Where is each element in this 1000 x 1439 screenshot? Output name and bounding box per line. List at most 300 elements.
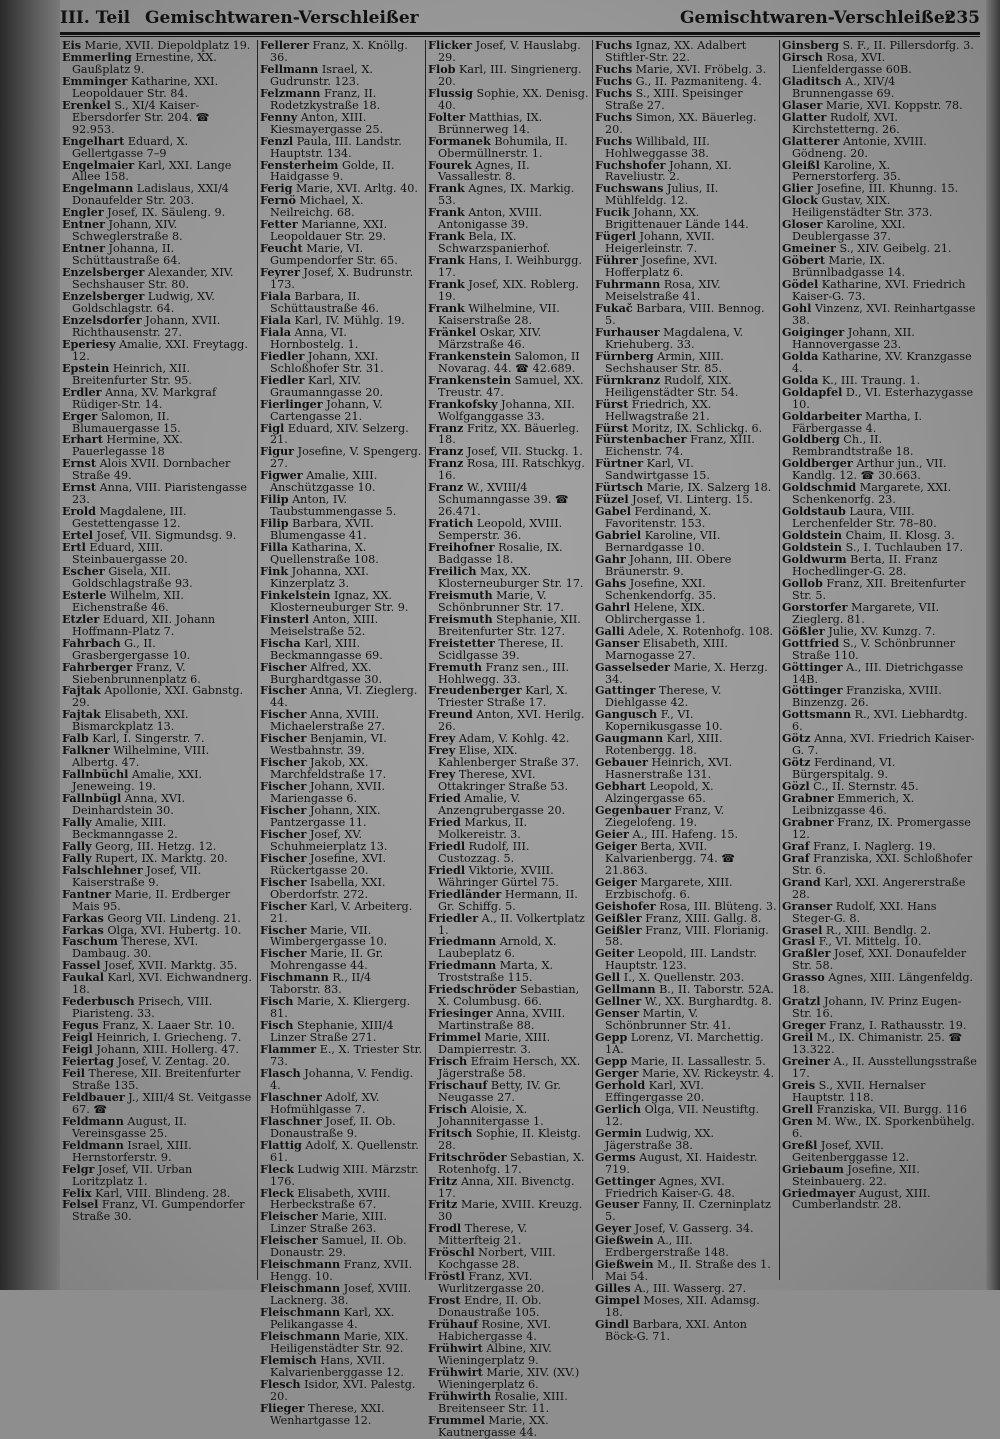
entry-details: Rosine, XVI. Habichergasse 4. <box>438 1317 552 1343</box>
entry-details: F., VI. Mittelg. 10. <box>815 935 922 949</box>
entry-details: Wilhelm, XII. Eichenstraße 46. <box>72 588 184 614</box>
entry-details: Magdalene, III. Gestettengasse 12. <box>72 505 187 531</box>
directory-entry <box>593 551 779 578</box>
directory-entry <box>780 814 980 841</box>
entry-surname: Gilles <box>595 1281 631 1296</box>
directory-entry <box>258 267 425 291</box>
directory-entry <box>258 972 425 996</box>
entry-details: Johann, XI. Raveliustr. 2. <box>605 158 732 184</box>
entry-details: W., XX. Burghardtg. 8. <box>641 995 772 1009</box>
directory-entry <box>593 1149 779 1176</box>
entry-details: Johanna, V. Fendig. 4. <box>270 1066 414 1092</box>
entry-surname: Geiger <box>595 874 637 889</box>
entry-details: Anna, VIII. Piaristengasse 23. <box>72 481 248 507</box>
entry-details: Viktorie, XVIII. Währinger Gürtel 75. <box>438 863 559 889</box>
directory-entry <box>258 109 425 136</box>
entry-details: Olga, VII. Neustiftg. 12. <box>605 1102 760 1128</box>
entry-surname: Farkas <box>62 910 104 925</box>
entry-surname: Esterle <box>62 587 107 602</box>
directory-entry <box>258 826 425 853</box>
entry-surname: Frank <box>428 300 465 315</box>
entry-details: Josefine, III. Khunng. 15. <box>813 182 959 196</box>
entry-details: Rudolf, III. Custozzag. 5. <box>438 839 530 865</box>
entry-surname: Gleißl <box>782 157 820 172</box>
entry-details: Johann, IV. Prinz Eugen-Str. 16. <box>792 995 962 1021</box>
entry-details: Samuel, XX. Treustr. 47. <box>438 373 584 399</box>
entry-surname: Franz <box>428 456 464 471</box>
entry-surname: Geyer <box>595 1221 632 1236</box>
page-header <box>60 6 980 32</box>
entry-surname: Gottsmann <box>782 707 852 722</box>
entry-surname: Goldwurm <box>782 551 847 566</box>
entry-details: Karoline, XXI. Deublergasse 37. <box>792 218 906 244</box>
entry-details: Karl, VI. Sandwirtgasse 15. <box>605 457 710 483</box>
directory-entry <box>60 936 257 960</box>
directory-entry <box>60 506 257 530</box>
entry-surname: Faschum <box>62 934 118 949</box>
entry-surname: Frankenstein <box>428 348 511 363</box>
directory-entry <box>258 324 425 351</box>
entry-details: Rudolf, XIX. Heiligenstädter Str. 54. <box>605 373 739 399</box>
directory-entry <box>426 635 592 662</box>
directory-entry <box>780 709 980 733</box>
entry-surname: Goldarbeiter <box>782 408 862 423</box>
entry-details: Sebastian, X. Rotenhofg. 17. <box>438 1150 585 1176</box>
entry-details: Sebastian, X. Columbusg. 66. <box>438 983 580 1009</box>
entry-surname: Geißler <box>595 910 642 925</box>
directory-entry <box>593 922 779 949</box>
entry-details: Georg, III. Hetzg. 12. <box>91 839 217 853</box>
entry-surname: Franz <box>428 480 464 495</box>
directory-entry <box>426 133 592 160</box>
directory-entry <box>258 1044 425 1068</box>
entry-surname: Engelhart <box>62 133 125 148</box>
entry-surname: Feigl <box>62 1030 93 1045</box>
directory-entry <box>258 542 425 566</box>
entry-details: Karoline, X. Pernerstorferg. 35. <box>792 158 901 184</box>
directory-entry <box>258 157 425 184</box>
entry-surname: Fischer <box>260 707 307 722</box>
directory-entry <box>780 157 980 184</box>
directory-entry <box>426 458 592 482</box>
directory-entry <box>60 611 257 638</box>
entry-details: Therese, II. Scidlgasse 39. <box>438 636 564 662</box>
entry-details: Agnes, IX. Markig. 53. <box>438 182 575 208</box>
entry-details: W., XVIII/4 Schumanngasse 39. ☎ 26.471. <box>438 481 569 519</box>
directory-entry <box>426 886 592 913</box>
entry-surname: Frischauf <box>428 1077 488 1092</box>
entry-details: A., III. Wasserg. 27. <box>630 1282 747 1296</box>
entry-surname: Fischer <box>260 922 307 937</box>
entry-surname: Franz <box>428 444 464 459</box>
directory-entry <box>426 1223 592 1247</box>
directory-entry <box>426 814 592 841</box>
entry-details: Josef, VII. Sigmundsg. 9. <box>92 529 237 543</box>
directory-entry <box>60 709 257 733</box>
entry-details: Elise, XIX. Kahlenberger Straße 37. <box>438 744 580 770</box>
entry-surname: Flicker <box>428 38 473 52</box>
entry-details: Marie, II. Lassallestr. 5. <box>627 1055 766 1069</box>
directory-entry <box>593 530 779 554</box>
entry-surname: Freihofner <box>428 540 495 555</box>
directory-entry <box>258 805 425 829</box>
entry-surname: Escher <box>62 563 105 578</box>
entry-details: Anna, XVI. Friedrich Kaiser-G. 7. <box>792 732 975 758</box>
directory-entry <box>593 207 779 231</box>
directory-entry <box>593 635 779 662</box>
directory-entry <box>426 587 592 614</box>
entry-surname: Fally <box>62 838 92 853</box>
entry-details: Heinrich, I. Griecheng. 7. <box>92 1031 242 1045</box>
entry-details: Prisech, VIII. Piaristeng. 33. <box>72 995 213 1021</box>
directory-entry <box>426 1056 592 1080</box>
directory-entry <box>593 506 779 530</box>
entry-surname: Felsel <box>62 1197 99 1212</box>
entry-details: S., XIV. Geibelg. 21. <box>835 242 952 256</box>
entry-surname: Enzelsberger <box>62 289 145 304</box>
directory-entry <box>60 745 257 769</box>
entry-surname: Finkelstein <box>260 587 331 602</box>
directory-entry <box>258 1307 425 1331</box>
entry-surname: Gabriel <box>595 528 642 543</box>
entry-details: S. F., II. Pillersdorfg. 3. <box>838 39 974 52</box>
entry-surname: Freismuth <box>428 587 493 602</box>
directory-entry <box>780 551 980 578</box>
directory-entry <box>426 183 592 207</box>
entry-details: Marie, XIII. Dampierrestr. 3. <box>438 1031 551 1057</box>
entry-details: Fritz, XX. Bäuerleg. 18. <box>438 421 580 447</box>
directory-entry <box>426 255 592 279</box>
entry-surname: Grell <box>782 1101 814 1116</box>
directory-entry <box>60 793 257 817</box>
directory-entry <box>426 793 592 817</box>
entry-surname: Entner <box>62 217 105 232</box>
entry-details: Adolf, X. Quellenstr. 61. <box>270 1138 419 1164</box>
entry-details: Julius, II. Mühlfeldg. 12. <box>605 182 719 208</box>
entry-surname: Gözl <box>782 779 810 794</box>
entry-surname: Goldstaub <box>782 504 846 519</box>
entry-surname: Fellerer <box>260 38 309 52</box>
directory-entry <box>258 781 425 805</box>
directory-entry <box>593 874 779 901</box>
entry-details: Betty, IV. Gr. Neugasse 27. <box>438 1078 561 1104</box>
entry-surname: Graf <box>782 850 810 865</box>
entry-details: Marie, XIX. Heiligenstädter Str. 92. <box>270 1329 409 1355</box>
entry-surname: Fleischmann <box>260 1305 341 1320</box>
entry-surname: Glier <box>782 181 814 196</box>
entry-surname: Figur <box>260 444 295 459</box>
column-2 <box>258 38 426 1427</box>
entry-surname: Glock <box>782 193 818 208</box>
directory-entry <box>60 862 257 889</box>
entry-surname: Frey <box>428 731 456 746</box>
directory-entry <box>258 1137 425 1164</box>
entry-details: Alfred, XX. Burghardtgasse 30. <box>270 660 383 686</box>
entry-surname: Freudenberger <box>428 683 522 698</box>
entry-details: Marie, XVI. Arltg. 40. <box>292 182 418 196</box>
directory-entry <box>593 948 779 972</box>
entry-details: G., II. Grasbergergasse 10. <box>72 636 191 662</box>
entry-surname: Erold <box>62 504 96 519</box>
entry-details: Josef, II. Ob. Donaustraße 9. <box>270 1114 396 1140</box>
directory-entry <box>60 1113 257 1140</box>
entry-details: Josef, XIX. Roblerg. 19. <box>438 278 579 304</box>
entry-surname: Felgr <box>62 1161 95 1176</box>
entry-details: Marie, V. Schönbrunner Str. 17. <box>438 588 564 614</box>
entry-details: Laura, VIII. Lerchenfelder Str. 78–80. <box>792 505 937 531</box>
directory-entry <box>426 1149 592 1176</box>
entry-details: Franz, V. Siebenbrunnenplatz 6. <box>72 660 201 686</box>
entry-surname: Fierlinger <box>260 396 323 411</box>
directory-entry <box>258 874 425 901</box>
entry-details: Rosa, III. Ratschkyg. 16. <box>438 457 585 483</box>
directory-entry <box>258 659 425 686</box>
entry-surname: Fiala <box>260 312 291 327</box>
directory-entry <box>258 1283 425 1307</box>
directory-entry <box>593 599 779 626</box>
directory-entry <box>258 587 425 614</box>
directory-entry <box>60 408 257 435</box>
entry-details: Johann, XVII. Heigerleinstr. 7. <box>605 230 715 256</box>
entry-details: Franziska, XXI. Schloßhofer Str. 6. <box>792 851 973 877</box>
entry-details: Ludwig, XX. Jägerstraße 38. <box>605 1126 715 1152</box>
directory-entry <box>60 183 257 207</box>
entry-surname: Fried <box>428 814 461 829</box>
entry-details: Endre, II. Ob. Donaustraße 105. <box>438 1294 542 1320</box>
entry-surname: Fleischmann <box>260 1281 341 1296</box>
directory-entry <box>780 733 980 757</box>
entry-surname: Flussig <box>428 85 473 100</box>
directory-entry <box>780 219 980 243</box>
entry-surname: Greger <box>782 1018 826 1033</box>
entry-surname: Fally <box>62 850 92 865</box>
entry-details: Marie, XVIII. Kreuzg. 30 <box>438 1198 583 1224</box>
entry-surname: Enzelsberger <box>62 265 145 280</box>
entry-details: Johann, XXI. Schloßhofer Str. 31. <box>270 349 384 375</box>
entry-details: C., II. Sternstr. 45. <box>809 780 919 794</box>
entry-details: Anna, XVIII. Michaelerstraße 27. <box>270 708 386 734</box>
entry-surname: Girsch <box>782 49 823 64</box>
entry-surname: Freistetter <box>428 635 495 650</box>
directory-entry <box>258 420 425 447</box>
entry-surname: Engelmaier <box>62 157 135 172</box>
entry-surname: Fügerl <box>595 229 636 244</box>
directory-entry <box>60 1089 257 1116</box>
directory-entry <box>60 659 257 686</box>
directory-entry <box>426 1364 592 1391</box>
directory-entry <box>593 1199 779 1223</box>
directory-entry <box>426 1316 592 1343</box>
entry-details: Eduard, XIII. Steinbauergasse 20. <box>72 541 188 566</box>
entry-details: Marie, XV. Rickeystr. 4. <box>638 1066 775 1080</box>
entry-details: Johann, XX. Brigittenauer Lände 144. <box>605 206 749 232</box>
entry-details: Helene, XIX. Oblirchergasse 1. <box>605 600 706 626</box>
entry-surname: Fritsch <box>428 1125 473 1140</box>
directory-entry <box>780 324 980 351</box>
entry-details: Elisabeth, XXI. Bismarckplatz 13. <box>72 708 189 734</box>
entry-surname: Frank <box>428 205 465 220</box>
entry-surname: Frisch <box>428 1054 468 1069</box>
entry-details: Josef, IX. Säuleng. 9. <box>103 206 226 220</box>
column-5 <box>780 40 980 1280</box>
entry-details: I., X. Quellenstr. 203. <box>620 971 745 985</box>
entry-details: Jakob, XX. Marchfeldstraße 17. <box>270 756 387 782</box>
directory-entry <box>60 73 257 100</box>
entry-details: Franz, V. Ziegelofeng. 19. <box>605 804 725 829</box>
entry-details: Marie, XVI. Koppstr. 78. <box>822 98 963 112</box>
entry-details: Rosa, XIV. Meiselstraße 41. <box>605 278 721 304</box>
directory-entry <box>593 372 779 399</box>
entry-surname: Gepp <box>595 1030 628 1045</box>
entry-surname: Gladitsch <box>782 73 842 88</box>
directory-entry <box>780 1077 980 1104</box>
entry-details: Marta, X. Troststraße 115. <box>438 959 554 985</box>
entry-details: E., X. Triester Str. 73. <box>270 1043 423 1069</box>
entry-details: Karl, XIII. Beckmanngasse 69. <box>270 636 383 662</box>
entry-details: Emmerich, X. Leibnizgasse 46. <box>792 792 915 817</box>
entry-surname: Fegus <box>62 1018 99 1033</box>
entry-details: Moritz, IX. Schlickg. 6. <box>628 421 763 435</box>
directory-entry <box>258 1185 425 1212</box>
entry-details: Amalie, XIII. Anschützgasse 10. <box>270 469 378 495</box>
entry-details: Josef, V. Zentag. 20. <box>113 1055 231 1069</box>
directory-entry <box>258 396 425 423</box>
directory-entry <box>426 85 592 112</box>
entry-details: Marie, IX. Brünnlbadgasse 14. <box>792 254 906 280</box>
entry-details: Margarete, XXI. Schenkenorfg. 23. <box>792 481 952 507</box>
entry-details: Adam, V. Kohlg. 42. <box>455 732 570 746</box>
entry-details: Josefine, XVI. Hofferplatz 6. <box>605 254 718 280</box>
entry-details: Karl, V. Arbeiterg. 21. <box>270 899 413 925</box>
entry-details: Armin, XIII. Sechshauser Str. 85. <box>605 349 724 375</box>
entry-details: Amalie, XXI. Freytagg. 12. <box>72 337 248 363</box>
entry-surname: Filip <box>260 492 289 507</box>
entry-details: Stephanie, XIII/4 Linzer Straße 271. <box>270 1019 394 1045</box>
entry-surname: Franz <box>428 420 464 435</box>
entry-details: Marianne, XXI. Leopoldauer Str. 29. <box>270 218 388 244</box>
entry-details: Hermine, XX. Pauerlegasse 18 <box>72 433 183 459</box>
entry-surname: Flob <box>428 61 456 76</box>
entry-details: Barbara, VIII. Bennog. 5. <box>605 301 765 327</box>
entry-details: Ladislaus, XXI/4 Donaufelder Str. 203. <box>72 182 229 208</box>
entry-surname: Figwer <box>260 468 303 483</box>
entry-details: K., III. Traung. 1. <box>818 373 921 387</box>
entry-surname: Fellmann <box>260 61 319 76</box>
directory-entry <box>60 360 257 387</box>
column-1 <box>60 40 258 1280</box>
entry-details: Alois XVII. Dornbacher Straße 49. <box>72 457 231 483</box>
entry-details: Barbara, II. Schüttaustraße 46. <box>270 290 379 315</box>
directory-columns <box>60 38 980 1439</box>
entry-details: Marie, XIII. Linzer Straße 263. <box>270 1210 387 1236</box>
directory-entry <box>60 267 257 291</box>
entry-surname: Fried <box>428 791 461 806</box>
entry-surname: Fukač <box>595 300 633 315</box>
directory-entry <box>426 231 592 255</box>
entry-surname: Gasselseder <box>595 659 671 674</box>
directory-entry <box>426 279 592 303</box>
directory-entry <box>60 996 257 1020</box>
entry-surname: Golda <box>782 372 819 387</box>
entry-surname: Fally <box>62 814 92 829</box>
directory-entry <box>780 255 980 279</box>
entry-surname: Feyrer <box>260 265 300 280</box>
directory-entry <box>593 1077 779 1104</box>
entry-surname: Fischer <box>260 898 307 913</box>
directory-entry <box>60 482 257 506</box>
entry-details: Karl, XIV. Graumanngasse 20. <box>270 373 384 399</box>
entry-surname: Gottfried <box>782 635 840 650</box>
directory-entry <box>258 1352 425 1379</box>
entry-surname: Glatter <box>782 109 827 124</box>
entry-surname: Fourek <box>428 157 472 172</box>
entry-details: Leopold, XVIII. Semperstr. 36. <box>438 517 563 543</box>
directory-entry <box>258 1161 425 1188</box>
directory-entry <box>593 458 779 482</box>
entry-surname: Freilich <box>428 563 477 578</box>
entry-details: Franz, XVI. Wurlitzergasse 20. <box>438 1270 545 1296</box>
directory-entry <box>426 518 592 542</box>
directory-entry <box>780 599 980 626</box>
entry-surname: Germs <box>595 1149 636 1164</box>
page-number: 235 <box>944 8 980 28</box>
entry-details: Ernestine, XX. Gaußplatz 9. <box>72 50 217 76</box>
directory-entry <box>780 73 980 100</box>
entry-details: Ludwig, XV. Goldschlagstr. 64. <box>72 290 215 315</box>
directory-entry <box>780 898 980 925</box>
entry-surname: Frost <box>428 1293 461 1308</box>
entry-details: A., XIV/4 Brunnengasse 69. <box>792 74 896 100</box>
directory-entry <box>593 575 779 602</box>
entry-surname: Entner <box>62 241 105 256</box>
directory-entry <box>426 61 592 88</box>
directory-entry <box>426 1101 592 1128</box>
entry-details: Chaim, II. Klosg. 3. <box>842 529 955 543</box>
directory-entry <box>426 1271 592 1295</box>
entry-surname: Gerhold <box>595 1077 646 1092</box>
entry-details: A., II. Ausstellungsstraße 17. <box>792 1055 977 1080</box>
entry-details: Moses, XII. Adamsg. 18. <box>605 1294 760 1320</box>
entry-surname: Feucht <box>260 241 303 256</box>
entry-details: Anna, XV. Markgraf Rüdiger-Str. 14. <box>72 385 217 411</box>
entry-details: Samuel, II. Ob. Donaustr. 29. <box>270 1234 407 1260</box>
entry-surname: Gepp <box>595 1054 628 1069</box>
entry-details: Franziska, XVIII. Binzenzg. 26. <box>792 684 942 710</box>
directory-entry <box>60 769 257 793</box>
directory-entry <box>258 133 425 160</box>
entry-details: Julie, XV. Kunzg. 7. <box>824 624 936 638</box>
entry-surname: Fischer <box>260 731 307 746</box>
entry-surname: Goiginger <box>782 324 845 339</box>
entry-surname: Fisch <box>260 994 294 1009</box>
directory-entry <box>258 635 425 662</box>
entry-details: Friedrich, XX. Hellwagstraße 21. <box>605 397 712 423</box>
entry-surname: Fürtner <box>595 456 644 471</box>
directory-entry <box>593 1316 779 1343</box>
entry-details: Anna, XVIII. Martinstraße 88. <box>438 1007 566 1033</box>
entry-details: S., XVII. Hernalser Hauptstr. 118. <box>792 1078 926 1104</box>
entry-surname: Fischmann <box>260 970 329 985</box>
entry-surname: Ernst <box>62 456 97 471</box>
column-3 <box>426 38 593 1439</box>
entry-details: Franziska, VII. Burgg. 116 <box>813 1102 967 1116</box>
directory-entry <box>593 1235 779 1259</box>
entry-surname: Geuser <box>595 1197 640 1212</box>
entry-surname: Fallnbüchl <box>62 767 129 782</box>
entry-details: Josefine, XVI. Rückertgasse 20. <box>270 851 387 877</box>
entry-details: S., XIII. Speisinger Straße 27. <box>605 86 743 112</box>
directory-entry <box>258 1089 425 1116</box>
